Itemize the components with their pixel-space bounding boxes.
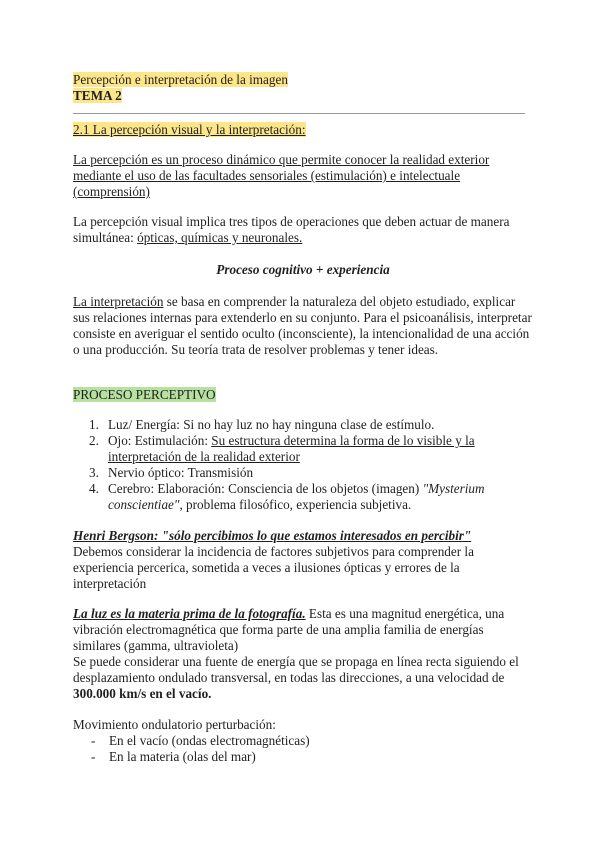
step-number: 3. bbox=[89, 465, 99, 480]
light-lead: La luz es la materia prima de la fotografía. bbox=[73, 606, 306, 621]
list-item bbox=[73, 433, 533, 465]
list-item bbox=[73, 733, 533, 749]
horizontal-rule bbox=[73, 113, 525, 114]
bergson-quote: Henri Bergson: "sólo percibimos lo que estamos interesados en percibir" bbox=[73, 528, 472, 543]
list-item bbox=[73, 749, 533, 765]
steps-list-block bbox=[73, 417, 533, 513]
step-underlined: Su estructura determina la forma de lo visible y la interpretación de la realidad exterior bbox=[108, 433, 475, 464]
step-number: 1. bbox=[89, 417, 99, 432]
visual-perception-intro: La percepción visual implica tres tipos de operaciones que deben actuar de manera simultánea: bbox=[73, 214, 510, 245]
dash-bullet: - bbox=[91, 733, 96, 748]
list-item bbox=[73, 481, 533, 513]
section-heading: 2.1 La percepción visual y la interpretación: bbox=[73, 122, 306, 137]
steps-list bbox=[73, 417, 533, 513]
wave-item-text: En el vacío (ondas electromagnéticas) bbox=[109, 733, 310, 748]
light-body-2: Se puede considerar una fuente de energía que se propaga en línea recta siguiendo el desplazamiento ondulado transversal, en todas las direcciones, a una velocidad de bbox=[73, 654, 519, 685]
step-text: Nervio óptico: Transmisión bbox=[108, 465, 254, 480]
process-heading-block bbox=[73, 387, 533, 403]
light-paragraph bbox=[73, 606, 533, 702]
perception-definition: La percepción es un proceso dinámico que permite conocer la realidad exterior mediante el uso de las facultades sensoriales (estimulación) e intelectuale (comprensión) bbox=[73, 152, 490, 199]
section-heading-block bbox=[73, 122, 533, 138]
interpretation-body: se basa en comprender la naturaleza del objeto estudiado, explicar sus relaciones internas para extenderlo en su conjunto. Para el psicoanálisis, interpretar consiste en averiguar el sentido oculto (inconsciente), la intencionalidad de una acción o una producción. Su teoría trata de resolver problemas y tener ideas. bbox=[73, 294, 532, 357]
step-number: 4. bbox=[89, 481, 99, 496]
bergson-body: Debemos considerar la incidencia de factores subjetivos para comprender la experiencia percerica, sometida a veces a ilusiones ópticas y errores de la interpretación bbox=[73, 544, 474, 591]
interpretation-term: La interpretación bbox=[73, 294, 164, 309]
title-block bbox=[73, 72, 533, 104]
interpretation-paragraph bbox=[73, 294, 533, 358]
process-heading: PROCESO PERCEPTIVO bbox=[73, 387, 216, 402]
list-item bbox=[73, 417, 533, 433]
dash-bullet: - bbox=[91, 749, 96, 764]
light-body-1: Esta es una magnitud energética, una vibración electromagnética que forma parte de una amplia familia de energías similares (gamma, ultravioleta) bbox=[73, 606, 505, 653]
topic-label: TEMA 2 bbox=[73, 88, 122, 103]
step-text: Ojo: Estimulación: bbox=[108, 433, 212, 448]
list-item bbox=[73, 465, 533, 481]
operations-list: ópticas, químicas y neuronales. bbox=[137, 230, 303, 245]
doc-title: Percepción e interpretación de la imagen bbox=[73, 72, 288, 87]
process-formula: Proceso cognitivo + experiencia bbox=[216, 262, 390, 277]
step-suffix: , problema filosófico, experiencia subjetiva. bbox=[179, 497, 412, 512]
wave-list bbox=[73, 733, 533, 765]
step-number: 2. bbox=[89, 433, 99, 448]
wave-block bbox=[73, 717, 533, 765]
step-text: Cerebro: Elaboración: Consciencia de los objetos (imagen) bbox=[108, 481, 423, 496]
bergson-block bbox=[73, 528, 533, 592]
step-italic: "Mysterium conscientiae" bbox=[108, 481, 485, 512]
light-speed: 300.000 km/s en el vacío. bbox=[73, 686, 212, 701]
step-text: Luz/ Energía: Si no hay luz no hay ninguna clase de estímulo. bbox=[108, 417, 435, 432]
visual-perception-paragraph bbox=[73, 214, 533, 246]
wave-item-text: En la materia (olas del mar) bbox=[109, 749, 256, 764]
wave-heading: Movimiento ondulatorio perturbación: bbox=[73, 717, 276, 732]
